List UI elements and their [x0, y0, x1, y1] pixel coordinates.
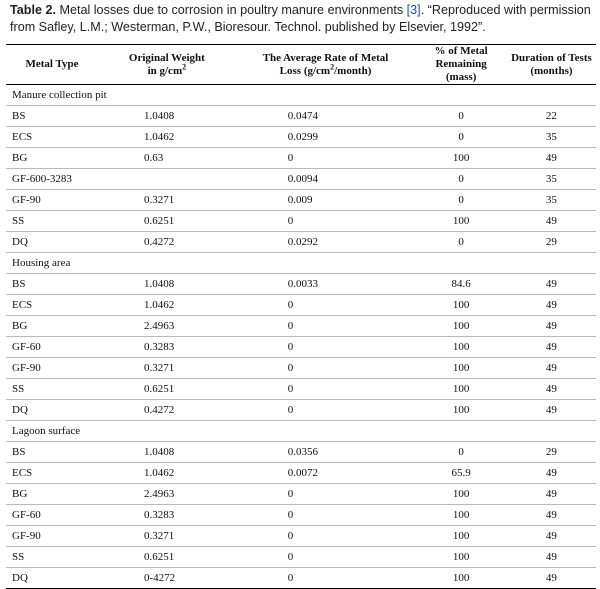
cell-duration: 49 [507, 568, 596, 589]
cell-duration: 49 [507, 379, 596, 400]
cell-percent-remaining: 100 [415, 316, 507, 337]
table-row [6, 169, 596, 190]
cell-percent-remaining: 100 [415, 547, 507, 568]
cell-original-weight: 1.0462 [98, 127, 236, 148]
cell-metal-type: GF-90 [6, 526, 98, 547]
cell-average-rate: 0 [236, 295, 416, 316]
cell-average-rate: 0 [236, 400, 416, 421]
cell-duration: 49 [507, 211, 596, 232]
cell-duration: 49 [507, 463, 596, 484]
cell-duration: 22 [507, 106, 596, 127]
header-original-weight: Original Weight in $g/cm^2$ [98, 45, 236, 85]
cell-duration: 49 [507, 337, 596, 358]
table-row [6, 400, 596, 421]
table-row [6, 190, 596, 211]
cell-metal-type: DQ [6, 400, 98, 421]
cell-average-rate: 0 [236, 547, 416, 568]
cell-metal-type: DQ [6, 568, 98, 589]
table-row [6, 295, 596, 316]
cell-percent-remaining: 0 [415, 127, 507, 148]
cell-percent-remaining: 100 [415, 379, 507, 400]
table-row [6, 505, 596, 526]
cell-average-rate: 0.0299 [236, 127, 416, 148]
cell-metal-type: BG [6, 484, 98, 505]
cell-duration: 35 [507, 127, 596, 148]
cell-original-weight: 0.3271 [98, 526, 236, 547]
table-row [6, 547, 596, 568]
table-row [6, 526, 596, 547]
cell-percent-remaining: 100 [415, 148, 507, 169]
cell-duration: 35 [507, 169, 596, 190]
cell-metal-type: BS [6, 106, 98, 127]
caption-text: Metal losses due to corrosion in poultry manure environments [55, 3, 407, 17]
cell-metal-type: BG [6, 316, 98, 337]
cell-percent-remaining: 0 [415, 232, 507, 253]
cell-duration: 49 [507, 148, 596, 169]
cell-percent-remaining: 100 [415, 211, 507, 232]
cell-original-weight: 0-4272 [98, 568, 236, 589]
cell-percent-remaining: 100 [415, 484, 507, 505]
section-header-row [6, 85, 596, 106]
cell-original-weight: 0.3283 [98, 505, 236, 526]
cell-original-weight [98, 169, 236, 190]
table-row [6, 463, 596, 484]
table-row [6, 106, 596, 127]
cell-metal-type: ECS [6, 463, 98, 484]
cell-duration: 49 [507, 484, 596, 505]
cell-duration: 49 [507, 547, 596, 568]
cell-average-rate: 0 [236, 505, 416, 526]
cell-original-weight: 1.0462 [98, 463, 236, 484]
table-caption [10, 2, 595, 36]
cell-percent-remaining: 100 [415, 526, 507, 547]
cell-average-rate: 0 [236, 337, 416, 358]
cell-original-weight: 1.0408 [98, 442, 236, 463]
cell-average-rate: 0 [236, 484, 416, 505]
cell-metal-type: SS [6, 547, 98, 568]
cell-percent-remaining: 100 [415, 295, 507, 316]
cell-average-rate: 0 [236, 379, 416, 400]
cell-percent-remaining: 0 [415, 190, 507, 211]
cell-original-weight: 2.4963 [98, 484, 236, 505]
cell-duration: 49 [507, 274, 596, 295]
cell-percent-remaining: 84.6 [415, 274, 507, 295]
table-row [6, 316, 596, 337]
cell-average-rate: 0.0072 [236, 463, 416, 484]
table-row [6, 274, 596, 295]
table-row [6, 232, 596, 253]
cell-metal-type: BS [6, 274, 98, 295]
table-body [6, 85, 596, 589]
header-duration: Duration of Tests (months) [507, 45, 596, 85]
cell-original-weight: 0.3271 [98, 190, 236, 211]
table-row [6, 211, 596, 232]
section-title: Housing area [6, 253, 596, 274]
cell-metal-type: SS [6, 211, 98, 232]
table-row [6, 484, 596, 505]
cell-original-weight: 0.6251 [98, 379, 236, 400]
cell-average-rate: 0 [236, 358, 416, 379]
cell-metal-type: GF-90 [6, 190, 98, 211]
cell-metal-type: ECS [6, 127, 98, 148]
table-row [6, 148, 596, 169]
table-row [6, 568, 596, 589]
cell-duration: 29 [507, 232, 596, 253]
cell-percent-remaining: 100 [415, 400, 507, 421]
cell-percent-remaining: 100 [415, 568, 507, 589]
cell-metal-type: GF-600-3283 [6, 169, 98, 190]
cell-percent-remaining: 0 [415, 106, 507, 127]
cell-metal-type: BS [6, 442, 98, 463]
cell-percent-remaining: 100 [415, 358, 507, 379]
section-title: Manure collection pit [6, 85, 596, 106]
cell-percent-remaining: 0 [415, 169, 507, 190]
cell-original-weight: 1.0462 [98, 295, 236, 316]
table-row [6, 358, 596, 379]
cell-original-weight: 1.0408 [98, 274, 236, 295]
cell-metal-type: SS [6, 379, 98, 400]
cell-metal-type: ECS [6, 295, 98, 316]
cell-duration: 29 [507, 442, 596, 463]
cell-original-weight: 0.4272 [98, 232, 236, 253]
cell-duration: 49 [507, 358, 596, 379]
cell-average-rate: 0 [236, 211, 416, 232]
cell-metal-type: BG [6, 148, 98, 169]
cell-metal-type: GF-60 [6, 337, 98, 358]
cell-percent-remaining: 100 [415, 337, 507, 358]
cell-average-rate: 0.0292 [236, 232, 416, 253]
cell-percent-remaining: 0 [415, 442, 507, 463]
cell-average-rate: 0.009 [236, 190, 416, 211]
section-header-row [6, 421, 596, 442]
caption-label: Table 2. [10, 3, 56, 17]
section-title: Lagoon surface [6, 421, 596, 442]
cell-original-weight: 0.6251 [98, 211, 236, 232]
table-row [6, 127, 596, 148]
cell-duration: 49 [507, 400, 596, 421]
cell-original-weight: 0.3283 [98, 337, 236, 358]
cell-average-rate: 0.0033 [236, 274, 416, 295]
cell-original-weight: 0.63 [98, 148, 236, 169]
cell-metal-type: GF-90 [6, 358, 98, 379]
cell-metal-type: DQ [6, 232, 98, 253]
cell-original-weight: 2.4963 [98, 316, 236, 337]
caption-text-end: . “Reproduced with permission from Safley, L.M.; Westerman, P.W., Bioresour. Technol. published by Elsevier, 1992”. [10, 3, 591, 34]
cell-metal-type: GF-60 [6, 505, 98, 526]
cell-duration: 49 [507, 526, 596, 547]
cell-average-rate: 0 [236, 316, 416, 337]
caption-reference-link[interactable]: [3] [406, 3, 421, 17]
cell-average-rate: 0 [236, 568, 416, 589]
table-header-row [6, 45, 596, 85]
cell-duration: 35 [507, 190, 596, 211]
table-row [6, 337, 596, 358]
metal-losses-table [6, 44, 596, 589]
cell-original-weight: 0.6251 [98, 547, 236, 568]
cell-original-weight: 0.3271 [98, 358, 236, 379]
cell-average-rate: 0.0474 [236, 106, 416, 127]
cell-original-weight: 1.0408 [98, 106, 236, 127]
cell-percent-remaining: 65.9 [415, 463, 507, 484]
cell-average-rate: 0 [236, 148, 416, 169]
cell-duration: 49 [507, 505, 596, 526]
header-metal-type: Metal Type [6, 45, 98, 85]
cell-percent-remaining: 100 [415, 505, 507, 526]
cell-original-weight: 0.4272 [98, 400, 236, 421]
header-average-rate: The Average Rate of Metal Loss $(g/cm^2/month)$ [236, 45, 416, 85]
cell-duration: 49 [507, 316, 596, 337]
table-row [6, 379, 596, 400]
section-header-row [6, 253, 596, 274]
cell-duration: 49 [507, 295, 596, 316]
cell-average-rate: 0 [236, 526, 416, 547]
table-row [6, 442, 596, 463]
header-percent-remaining: % of Metal Remaining (mass) [415, 45, 507, 85]
cell-average-rate: 0.0094 [236, 169, 416, 190]
cell-average-rate: 0.0356 [236, 442, 416, 463]
